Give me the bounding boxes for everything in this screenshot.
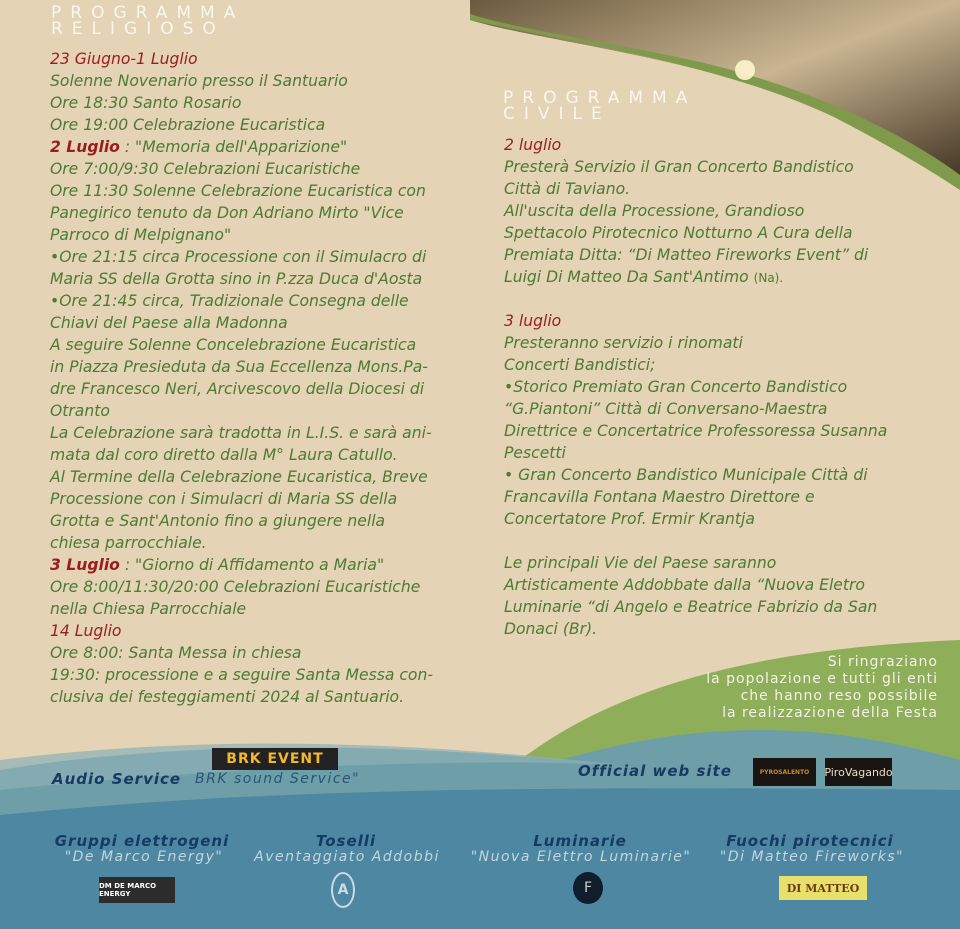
pirovagando-logo[interactable]: PiroVagando bbox=[825, 758, 892, 786]
sponsor-name: Aventaggiato Addobbi bbox=[254, 849, 440, 865]
program-line bbox=[50, 290, 433, 312]
program-line bbox=[50, 400, 433, 422]
program-text: Luminarie “di Angelo e Beatrice Fabrizio da San bbox=[504, 598, 878, 616]
program-text: Città di Taviano. bbox=[504, 180, 631, 198]
program-text: Ore 11:30 Solenne Celebrazione Eucaristica con bbox=[50, 182, 426, 200]
program-text: Processione con i Simulacri di Maria SS della bbox=[50, 490, 398, 508]
program-line bbox=[50, 422, 433, 444]
thanks-line: la realizzazione della Festa bbox=[722, 705, 938, 721]
program-line bbox=[50, 334, 433, 356]
program-text: Grotta e Sant'Antonio fino a giungere nella bbox=[50, 512, 386, 530]
program-line bbox=[50, 466, 433, 488]
program-line bbox=[504, 376, 887, 398]
di-matteo-logo: DI MATTEO bbox=[779, 876, 867, 900]
program-line bbox=[50, 136, 433, 158]
program-line bbox=[50, 312, 433, 334]
program-date: 3 Luglio bbox=[50, 556, 120, 574]
program-text: Pescetti bbox=[504, 444, 566, 462]
program-line bbox=[50, 378, 433, 400]
program-text: Ore 18:30 Santo Rosario bbox=[50, 94, 242, 112]
religioso-heading bbox=[51, 5, 244, 37]
sponsor-name: "Nuova Elettro Luminarie" bbox=[470, 849, 692, 865]
program-text: •Ore 21:45 circa, Tradizionale Consegna delle bbox=[50, 292, 409, 310]
luminarie-logo: F bbox=[573, 872, 603, 904]
program-text: mata dal coro diretto dalla M° Laura Catullo. bbox=[50, 446, 398, 464]
program-line bbox=[504, 288, 887, 310]
program-text: dre Francesco Neri, Arcivescovo della Diocesi di bbox=[50, 380, 425, 398]
program-line bbox=[504, 552, 887, 574]
civile-program bbox=[504, 134, 887, 640]
program-text: Ore 8:00: Santa Messa in chiesa bbox=[50, 644, 302, 662]
heading-line: RELIGIOSO bbox=[51, 19, 225, 39]
sponsor-label: Fuochi pirotecnici bbox=[726, 832, 894, 850]
pyrosalento-logo[interactable]: PYROSALENTO bbox=[753, 758, 816, 786]
religioso-program bbox=[50, 48, 433, 708]
brk-event-logo: BRK EVENT bbox=[212, 748, 338, 770]
program-line bbox=[50, 48, 433, 70]
program-line bbox=[50, 356, 433, 378]
program-line bbox=[50, 598, 433, 620]
program-text: Presterà Servizio il Gran Concerto Bandistico bbox=[504, 158, 854, 176]
program-text: Artisticamente Addobbate dalla “Nuova Eletro bbox=[504, 576, 865, 594]
program-date: 14 Luglio bbox=[50, 622, 122, 640]
program-text: •Ore 21:15 circa Processione con il Simulacro di bbox=[50, 248, 427, 266]
program-date: 2 Luglio bbox=[50, 138, 120, 156]
audio-service-name: BRK sound Service" bbox=[195, 771, 361, 787]
program-text: Solenne Novenario presso il Santuario bbox=[50, 72, 348, 90]
program-text: 19:30: processione e a seguire Santa Messa con- bbox=[50, 666, 433, 684]
sponsor-label: Toselli bbox=[315, 832, 377, 850]
heading-line: PROGRAMMA bbox=[51, 3, 245, 23]
program-text: Luigi Di Matteo Da Sant'Antimo bbox=[504, 268, 754, 286]
de-marco-energy-logo: DM DE MARCO ENERGY bbox=[99, 877, 175, 903]
program-line bbox=[504, 398, 887, 420]
program-line bbox=[504, 596, 887, 618]
program-line bbox=[504, 332, 887, 354]
program-text: Parroco di Melpignano" bbox=[50, 226, 232, 244]
heading-line: PROGRAMMA bbox=[503, 88, 697, 108]
program-line bbox=[50, 642, 433, 664]
program-line bbox=[50, 664, 433, 686]
program-note: (Na). bbox=[753, 271, 784, 285]
program-line bbox=[50, 246, 433, 268]
program-line bbox=[504, 530, 887, 552]
program-line bbox=[504, 310, 887, 332]
program-date: 23 Giugno-1 Luglio bbox=[50, 50, 198, 68]
program-line bbox=[50, 532, 433, 554]
program-text: : "Memoria dell'Apparizione" bbox=[119, 138, 348, 156]
program-date: 2 luglio bbox=[504, 136, 562, 154]
program-date: 3 luglio bbox=[504, 312, 562, 330]
program-text: Premiata Ditta: “Di Matteo Fireworks Event” di bbox=[504, 246, 869, 264]
program-text: Panegirico tenuto da Don Adriano Mirto "Vice bbox=[50, 204, 404, 222]
program-text: All'uscita della Processione, Grandioso bbox=[504, 202, 805, 220]
civile-heading bbox=[503, 90, 696, 122]
program-line bbox=[504, 354, 887, 376]
program-text: chiesa parrocchiale. bbox=[50, 534, 207, 552]
sponsor-name: "Di Matteo Fireworks" bbox=[719, 849, 905, 865]
program-text: Donaci (Br). bbox=[504, 620, 598, 638]
thanks-line: la popolazione e tutti gli enti bbox=[706, 671, 938, 687]
program-line bbox=[50, 620, 433, 642]
program-line bbox=[504, 486, 887, 508]
thanks-line: Si ringraziano bbox=[827, 654, 938, 670]
program-text: “G.Piantoni” Città di Conversano-Maestra bbox=[504, 400, 828, 418]
program-text: Le principali Vie del Paese saranno bbox=[504, 554, 777, 572]
thanks-line: che hanno reso possibile bbox=[740, 688, 938, 704]
program-line bbox=[504, 442, 887, 464]
thanks-message bbox=[706, 654, 938, 722]
sponsor-name: "De Marco Energy" bbox=[64, 849, 224, 865]
program-text: nella Chiesa Parrocchiale bbox=[50, 600, 247, 618]
program-text: A seguire Solenne Concelebrazione Eucaristica bbox=[50, 336, 417, 354]
program-text: Presteranno servizio i rinomati bbox=[504, 334, 743, 352]
program-text: Francavilla Fontana Maestro Direttore e bbox=[504, 488, 815, 506]
sponsor-label: Gruppi elettrogeni bbox=[54, 832, 230, 850]
program-line bbox=[50, 510, 433, 532]
program-line bbox=[50, 202, 433, 224]
program-line bbox=[50, 224, 433, 246]
program-line bbox=[504, 134, 887, 156]
program-line bbox=[504, 508, 887, 530]
program-line bbox=[50, 554, 433, 576]
program-line bbox=[504, 200, 887, 222]
program-text: Otranto bbox=[50, 402, 110, 420]
program-line bbox=[50, 114, 433, 136]
program-text: Chiavi del Paese alla Madonna bbox=[50, 314, 288, 332]
program-line bbox=[50, 488, 433, 510]
program-line bbox=[504, 464, 887, 486]
program-text: Concerti Bandistici; bbox=[504, 356, 656, 374]
program-text: Concertatore Prof. Ermir Krantja bbox=[504, 510, 755, 528]
program-line bbox=[504, 574, 887, 596]
program-line bbox=[504, 266, 887, 288]
program-line bbox=[50, 686, 433, 708]
program-line bbox=[50, 92, 433, 114]
program-text: clusiva dei festeggiamenti 2024 al Santuario. bbox=[50, 688, 405, 706]
program-text: Ore 8:00/11:30/20:00 Celebrazioni Eucaristiche bbox=[50, 578, 421, 596]
program-text: • Gran Concerto Bandistico Municipale Città di bbox=[504, 466, 868, 484]
program-text: Maria SS della Grotta sino in P.zza Duca d'Aosta bbox=[50, 270, 423, 288]
program-line bbox=[504, 178, 887, 200]
audio-service-label: Audio Service bbox=[52, 770, 182, 788]
program-line bbox=[504, 420, 887, 442]
program-text: La Celebrazione sarà tradotta in L.I.S. e sarà ani- bbox=[50, 424, 432, 442]
program-text: in Piazza Presieduta da Sua Eccellenza Mons.Pa- bbox=[50, 358, 428, 376]
program-text: Ore 19:00 Celebrazione Eucaristica bbox=[50, 116, 326, 134]
program-line bbox=[50, 70, 433, 92]
program-line bbox=[50, 444, 433, 466]
program-line bbox=[50, 576, 433, 598]
program-text: Spettacolo Pirotecnico Notturno A Cura della bbox=[504, 224, 853, 242]
program-text: •Storico Premiato Gran Concerto Bandistico bbox=[504, 378, 848, 396]
program-text: Al Termine della Celebrazione Eucaristica, Breve bbox=[50, 468, 428, 486]
program-line bbox=[50, 180, 433, 202]
sponsor-label: Luminarie bbox=[533, 832, 627, 850]
program-text: Ore 7:00/9:30 Celebrazioni Eucaristiche bbox=[50, 160, 361, 178]
heading-line: CIVILE bbox=[503, 104, 611, 124]
official-website-label: Official web site bbox=[578, 762, 732, 780]
program-line bbox=[504, 222, 887, 244]
program-line bbox=[50, 268, 433, 290]
program-line bbox=[504, 618, 887, 640]
program-line bbox=[504, 156, 887, 178]
program-text: : "Giorno di Affidamento a Maria" bbox=[119, 556, 385, 574]
program-line bbox=[50, 158, 433, 180]
aventaggiato-logo: A bbox=[331, 872, 355, 908]
program-text: Direttrice e Concertatrice Professoressa Susanna bbox=[504, 422, 888, 440]
program-line bbox=[504, 244, 887, 266]
